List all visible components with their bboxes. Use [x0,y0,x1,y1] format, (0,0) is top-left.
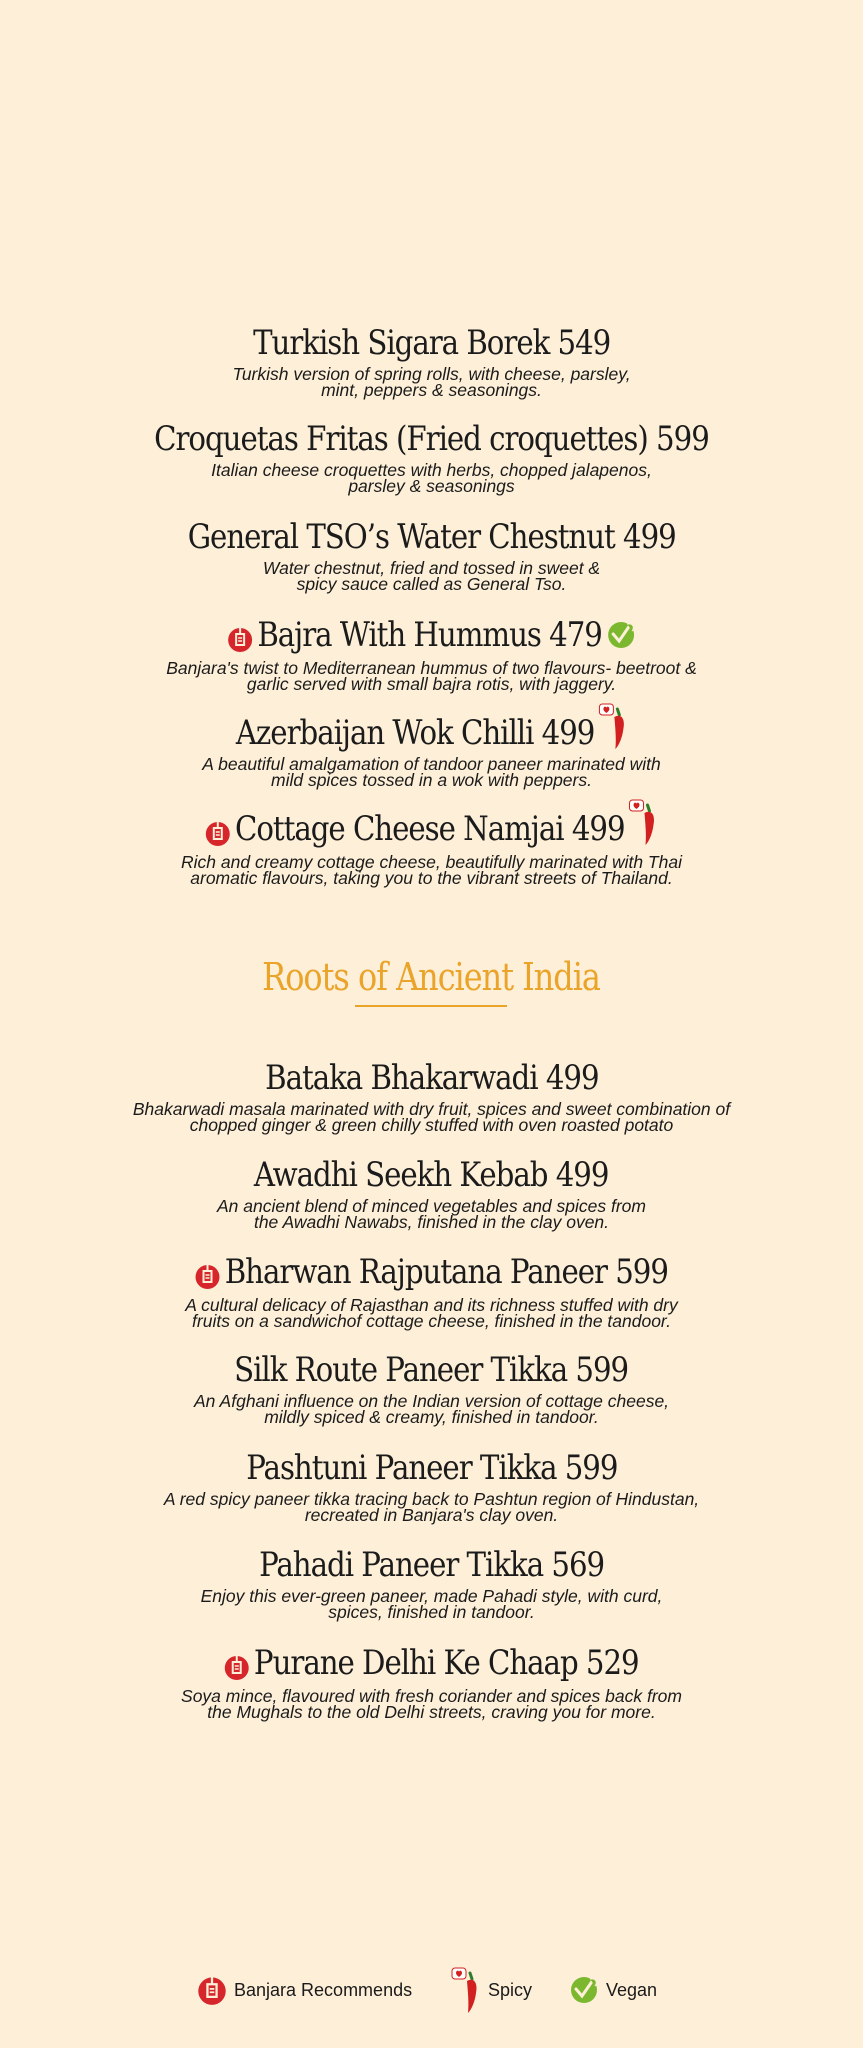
item-description [0,1198,863,1230]
legend-recommended [196,1960,412,2020]
item-title: Turkish Sigara Borek 549 [252,323,611,363]
item-description-line: parsley & seasonings [348,476,515,496]
item-title: Bataka Bhakarwadi 499 [264,1058,599,1098]
legend-spicy [450,1960,532,2020]
item-title-row [206,808,657,850]
menu-item-pahadi-paneer-tikka [0,1544,863,1620]
item-description-line: mild spices tossed in a wok with peppers. [271,770,592,790]
legend-spicy-label: Spicy [488,1979,533,2000]
item-title: Pahadi Paneer Tikka 569 [258,1545,605,1585]
legend [0,1960,863,2020]
item-description-line: Italian cheese croquettes with herbs, chopped jalapenos, [211,460,652,480]
item-description-line: aromatic flavours, taking you to the vibrant streets of Thailand. [190,868,673,888]
item-description-line: fruits on a sandwichof cottage cheese, finished in the tandoor. [192,1311,671,1331]
menu-item-cottage-cheese-namjai [0,808,863,886]
item-description-line: Enjoy this ever-green paneer, made Pahadi style, with curd, [200,1586,663,1606]
recommended-icon [196,1974,228,2006]
legend-recommended-label: Banjara Recommends [234,1979,413,2000]
item-description-line: recreated in Banjara's clay oven. [304,1505,559,1525]
item-description-line: A red spicy paneer tikka tracing back to Pashtun region of Hindustan, [163,1489,700,1509]
item-description [0,1688,863,1720]
vegan-icon [605,619,637,651]
item-description-line: the Awadhi Nawabs, finished in the clay oven. [253,1212,610,1232]
item-description-line: garlic served with small bajra rotis, with jaggery. [246,674,617,694]
item-description [0,1297,863,1329]
item-description [0,660,863,692]
menu-item-croquetas-fritas [0,418,863,494]
item-title-row [236,712,627,754]
item-title: Bajra With Hummus 479 [257,615,603,655]
menu-item-pashtuni-paneer-tikka [0,1447,863,1523]
item-title: Awadhi Seekh Kebab 499 [254,1155,609,1195]
item-description-line: An Afghani influence on the Indian version of cottage cheese, [193,1391,670,1411]
item-description-line: A beautiful amalgamation of tandoor paneer marinated with [202,754,661,774]
item-description-line: Soya mince, flavoured with fresh coriander and spices back from [181,1686,682,1706]
item-description-line: A cultural delicacy of Rajasthan and its richness stuffed with dry [185,1295,678,1315]
item-description-line: mint, peppers & seasonings. [321,380,542,400]
item-title: Bharwan Rajputana Paneer 599 [224,1252,668,1292]
item-title: Pashtuni Paneer Tikka 599 [245,1448,618,1488]
item-description-line: An ancient blend of minced vegetables and spices from [216,1196,646,1216]
spicy-icon [628,797,660,847]
item-description [0,560,863,592]
menu-item-turkish-sigara-borek [0,322,863,398]
section-title-text: Roots of Ancient India [262,955,601,999]
menu-item-bharwan-rajputana-paneer [0,1251,863,1329]
recommended-icon [226,621,254,649]
item-description-line: Rich and creamy cottage cheese, beautifully marinated with Thai [181,852,682,872]
item-description-line: the Mughals to the old Delhi streets, craving you for more. [207,1702,656,1722]
recommended-icon [204,815,232,843]
spicy-icon [450,1964,482,2016]
item-title: Silk Route Paneer Tikka 599 [234,1350,629,1390]
item-description-line: Turkish version of spring rolls, with cheese, parsley, [232,364,631,384]
menu-item-azerbaijan-wok-chilli [0,712,863,788]
item-description-line: spicy sauce called as General Tso. [296,574,567,594]
item-title-row [195,1251,667,1293]
item-description [0,1491,863,1523]
item-description-line: Bhakarwadi masala marinated with dry fruit, spices and sweet combination of [132,1099,731,1119]
item-description [0,1101,863,1133]
legend-vegan [568,1960,657,2020]
item-title-row [225,1642,639,1684]
menu-item-general-tso-water-chestnut [0,516,863,592]
item-title: General TSO’s Water Chestnut 499 [187,517,676,557]
menu-item-bajra-with-hummus [0,614,863,692]
menu-item-awadhi-seekh-kebab [0,1154,863,1230]
item-description [0,366,863,398]
item-description-line: Water chestnut, fried and tossed in sweet & [262,558,601,578]
item-title-row [228,614,634,656]
item-description-line: chopped ginger & green chilly stuffed with oven roasted potato [189,1115,674,1135]
section-divider [355,1005,507,1007]
recommended-icon [193,1258,221,1286]
item-description [0,1588,863,1620]
menu-item-silk-route-paneer-tikka [0,1349,863,1425]
item-description-line: mildly spiced & creamy, finished in tandoor. [264,1407,599,1427]
menu-item-bataka-bhakarwadi [0,1057,863,1133]
item-description [0,462,863,494]
recommended-icon [223,1649,251,1677]
menu-item-purane-delhi-ke-chaap [0,1642,863,1720]
item-title: Purane Delhi Ke Chaap 529 [253,1643,639,1683]
item-description [0,854,863,886]
item-description-line: Banjara's twist to Mediterranean hummus of two flavours- beetroot & [166,658,697,678]
vegan-icon [568,1974,600,2006]
item-title: Azerbaijan Wok Chilli 499 [235,713,595,753]
spicy-icon [597,701,629,751]
legend-vegan-label: Vegan [606,1979,658,2000]
item-description [0,1393,863,1425]
item-description-line: spices, finished in tandoor. [328,1602,535,1622]
item-description [0,756,863,788]
item-title: Cottage Cheese Namjai 499 [235,809,625,849]
section-title [0,955,863,999]
item-title: Croquetas Fritas (Fried croquettes) 599 [154,419,709,459]
